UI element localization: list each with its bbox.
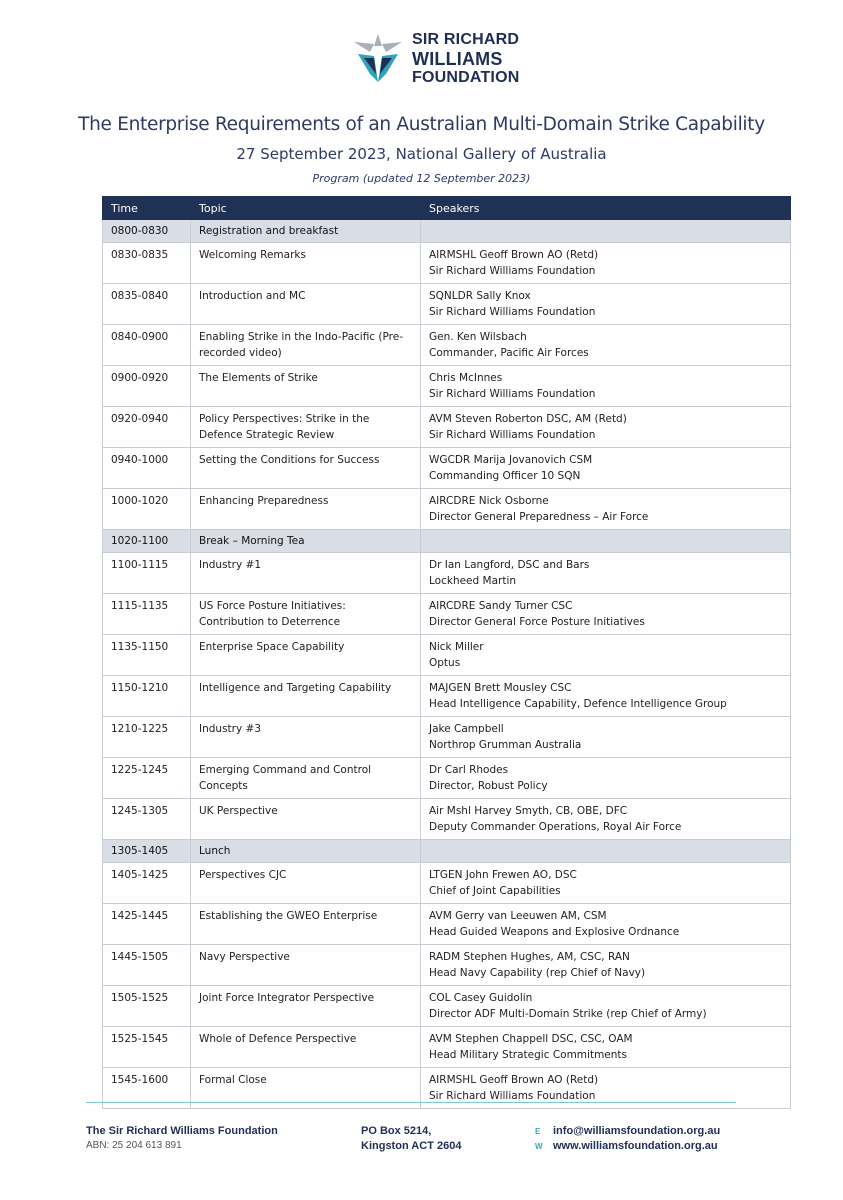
table-row (103, 407, 791, 448)
speaker-name: Jake Campbell (429, 723, 504, 735)
cell-topic: Establishing the GWEO Enterprise (191, 904, 421, 945)
web-link[interactable]: www.williamsfoundation.org.au (553, 1140, 718, 1152)
table-row (103, 717, 791, 758)
cell-speakers (421, 448, 791, 489)
speaker-name: Chris McInnes (429, 372, 503, 384)
speaker-name: RADM Stephen Hughes, AM, CSC, RAN (429, 951, 630, 963)
email-key: E (535, 1127, 541, 1136)
cell-topic: Registration and breakfast (191, 220, 421, 243)
cell-time: 0840-0900 (103, 325, 191, 366)
table-row (103, 448, 791, 489)
table-row (103, 904, 791, 945)
cell-speakers (421, 407, 791, 448)
speaker-role: Director ADF Multi-Domain Strike (rep Chief of Army) (429, 1008, 707, 1020)
speaker-role: Deputy Commander Operations, Royal Air Force (429, 821, 682, 833)
speaker-name: AIRMSHL Geoff Brown AO (Retd) (429, 1074, 599, 1086)
cell-time: 0835-0840 (103, 284, 191, 325)
cell-topic: Welcoming Remarks (191, 243, 421, 284)
speaker-role: Director General Preparedness – Air Force (429, 511, 649, 523)
cell-speakers (421, 325, 791, 366)
logo-line-2: WILLIAMS (412, 49, 503, 69)
cell-topic: Setting the Conditions for Success (191, 448, 421, 489)
table-row (103, 758, 791, 799)
speaker-role: Director, Robust Policy (429, 780, 548, 792)
cell-time: 1405-1425 (103, 863, 191, 904)
program-table (102, 196, 791, 1109)
speaker-role: Optus (429, 657, 461, 669)
speaker-role: Director General Force Posture Initiatives (429, 616, 645, 628)
speaker-name: AVM Stephen Chappell DSC, CSC, OAM (429, 1033, 633, 1045)
cell-speakers (421, 594, 791, 635)
speaker-role: Head Navy Capability (rep Chief of Navy) (429, 967, 646, 979)
cell-time: 1425-1445 (103, 904, 191, 945)
cell-topic: Whole of Defence Perspective (191, 1027, 421, 1068)
table-row (103, 325, 791, 366)
table-row (103, 863, 791, 904)
column-header-speakers: Speakers (421, 197, 791, 220)
speaker-role: Lockheed Martin (429, 575, 517, 587)
event-date-venue: 27 September 2023, National Gallery of Australia (236, 145, 607, 163)
cell-speakers (421, 676, 791, 717)
logo-line-1: SIR RICHARD (412, 31, 520, 48)
table-row (103, 635, 791, 676)
cell-topic: The Elements of Strike (191, 366, 421, 407)
cell-speakers (421, 863, 791, 904)
cell-topic: Break – Morning Tea (191, 530, 421, 553)
speaker-name: Gen. Ken Wilsbach (429, 331, 527, 343)
cell-topic: Introduction and MC (191, 284, 421, 325)
column-header-topic: Topic (191, 197, 421, 220)
cell-topic: Enhancing Preparedness (191, 489, 421, 530)
cell-time: 0900-0920 (103, 366, 191, 407)
speaker-role: Sir Richard Williams Foundation (429, 429, 596, 441)
table-row (103, 243, 791, 284)
footer-email (535, 1125, 720, 1137)
cell-time: 1210-1225 (103, 717, 191, 758)
speaker-name: Dr Carl Rhodes (429, 764, 509, 776)
cell-topic: Navy Perspective (191, 945, 421, 986)
speaker-role: Sir Richard Williams Foundation (429, 1090, 596, 1102)
cell-speakers (421, 799, 791, 840)
cell-time: 1545-1600 (103, 1068, 191, 1109)
speaker-name: SQNLDR Sally Knox (429, 290, 531, 302)
speaker-name: LTGEN John Frewen AO, DSC (429, 869, 577, 881)
table-row (103, 366, 791, 407)
speaker-name: AIRMSHL Geoff Brown AO (Retd) (429, 249, 599, 261)
speaker-name: WGCDR Marija Jovanovich CSM (429, 454, 593, 466)
table-row (103, 284, 791, 325)
footer-city: Kingston ACT 2604 (361, 1140, 462, 1152)
speaker-name: Air Mshl Harvey Smyth, CB, OBE, DFC (429, 805, 628, 817)
footer-divider (86, 1102, 736, 1103)
table-row (103, 489, 791, 530)
speaker-name: Nick Miller (429, 641, 484, 653)
cell-topic: Policy Perspectives: Strike in the Defence Strategic Review (191, 407, 421, 448)
table-header-row (103, 197, 791, 220)
speaker-name: AIRCDRE Nick Osborne (429, 495, 549, 507)
web-key: W (535, 1142, 543, 1151)
cell-speakers (421, 553, 791, 594)
cell-speakers (421, 1027, 791, 1068)
speaker-role: Commanding Officer 10 SQN (429, 470, 581, 482)
cell-time: 1000-1020 (103, 489, 191, 530)
speaker-role: Commander, Pacific Air Forces (429, 347, 589, 359)
cell-topic: Intelligence and Targeting Capability (191, 676, 421, 717)
cell-speakers (421, 489, 791, 530)
speaker-name: Dr Ian Langford, DSC and Bars (429, 559, 590, 571)
table-row (103, 1027, 791, 1068)
cell-topic: Industry #3 (191, 717, 421, 758)
speaker-role: Head Military Strategic Commitments (429, 1049, 628, 1061)
speaker-role: Head Intelligence Capability, Defence Intelligence Group (429, 698, 727, 710)
break-row (103, 530, 791, 553)
speaker-name: AVM Gerry van Leeuwen AM, CSM (429, 910, 607, 922)
footer-po-box: PO Box 5214, (361, 1125, 432, 1137)
cell-time: 1505-1525 (103, 986, 191, 1027)
cell-speakers (421, 986, 791, 1027)
speaker-role: Head Guided Weapons and Explosive Ordnance (429, 926, 680, 938)
cell-time: 1445-1505 (103, 945, 191, 986)
program-note: Program (updated 12 September 2023) (312, 172, 531, 185)
speaker-role: Sir Richard Williams Foundation (429, 265, 596, 277)
speaker-name: MAJGEN Brett Mousley CSC (429, 682, 572, 694)
cell-time: 1100-1115 (103, 553, 191, 594)
cell-speakers (421, 284, 791, 325)
cell-speakers (421, 717, 791, 758)
table-row (103, 986, 791, 1027)
foundation-logo (352, 30, 552, 88)
cell-topic: Lunch (191, 840, 421, 863)
cell-speakers (421, 840, 791, 863)
cell-time: 1225-1245 (103, 758, 191, 799)
email-link[interactable]: info@williamsfoundation.org.au (553, 1125, 721, 1137)
speaker-name: AIRCDRE Sandy Turner CSC (429, 600, 573, 612)
cell-topic: Enabling Strike in the Indo-Pacific (Pre-recorded video) (191, 325, 421, 366)
cell-speakers (421, 243, 791, 284)
cell-topic: Industry #1 (191, 553, 421, 594)
cell-topic: Joint Force Integrator Perspective (191, 986, 421, 1027)
cell-topic: Formal Close (191, 1068, 421, 1109)
cell-speakers (421, 635, 791, 676)
speaker-role: Chief of Joint Capabilities (429, 885, 561, 897)
cell-topic: Enterprise Space Capability (191, 635, 421, 676)
table-row (103, 945, 791, 986)
cell-speakers (421, 904, 791, 945)
table-row (103, 799, 791, 840)
footer-web (535, 1140, 718, 1152)
cell-time: 1305-1405 (103, 840, 191, 863)
logo-line-3: FOUNDATION (412, 69, 520, 86)
cell-time: 1525-1545 (103, 1027, 191, 1068)
footer-abn: ABN: 25 204 613 891 (86, 1140, 182, 1151)
cell-topic: UK Perspective (191, 799, 421, 840)
cell-time: 0940-1000 (103, 448, 191, 489)
cell-time: 1115-1135 (103, 594, 191, 635)
speaker-role: Sir Richard Williams Foundation (429, 306, 596, 318)
table-row (103, 553, 791, 594)
break-row (103, 840, 791, 863)
speaker-role: Sir Richard Williams Foundation (429, 388, 596, 400)
cell-time: 0830-0835 (103, 243, 191, 284)
break-row (103, 220, 791, 243)
table-row (103, 594, 791, 635)
cell-topic: US Force Posture Initiatives: Contribution to Deterrence (191, 594, 421, 635)
cell-topic: Emerging Command and Control Concepts (191, 758, 421, 799)
table-row (103, 676, 791, 717)
speaker-role: Northrop Grumman Australia (429, 739, 582, 751)
cell-time: 1135-1150 (103, 635, 191, 676)
cell-speakers (421, 220, 791, 243)
cell-speakers (421, 758, 791, 799)
column-header-time: Time (103, 197, 191, 220)
speaker-name: AVM Steven Roberton DSC, AM (Retd) (429, 413, 627, 425)
cell-speakers (421, 366, 791, 407)
cell-topic: Perspectives CJC (191, 863, 421, 904)
star-wings-icon (352, 34, 404, 84)
cell-time: 1245-1305 (103, 799, 191, 840)
speaker-name: COL Casey Guidolin (429, 992, 533, 1004)
footer-org-name: The Sir Richard Williams Foundation (86, 1125, 278, 1137)
cell-speakers (421, 530, 791, 553)
event-title: The Enterprise Requirements of an Australian Multi-Domain Strike Capability (78, 114, 765, 135)
cell-time: 0800-0830 (103, 220, 191, 243)
cell-speakers (421, 945, 791, 986)
cell-time: 1150-1210 (103, 676, 191, 717)
cell-time: 1020-1100 (103, 530, 191, 553)
cell-time: 0920-0940 (103, 407, 191, 448)
